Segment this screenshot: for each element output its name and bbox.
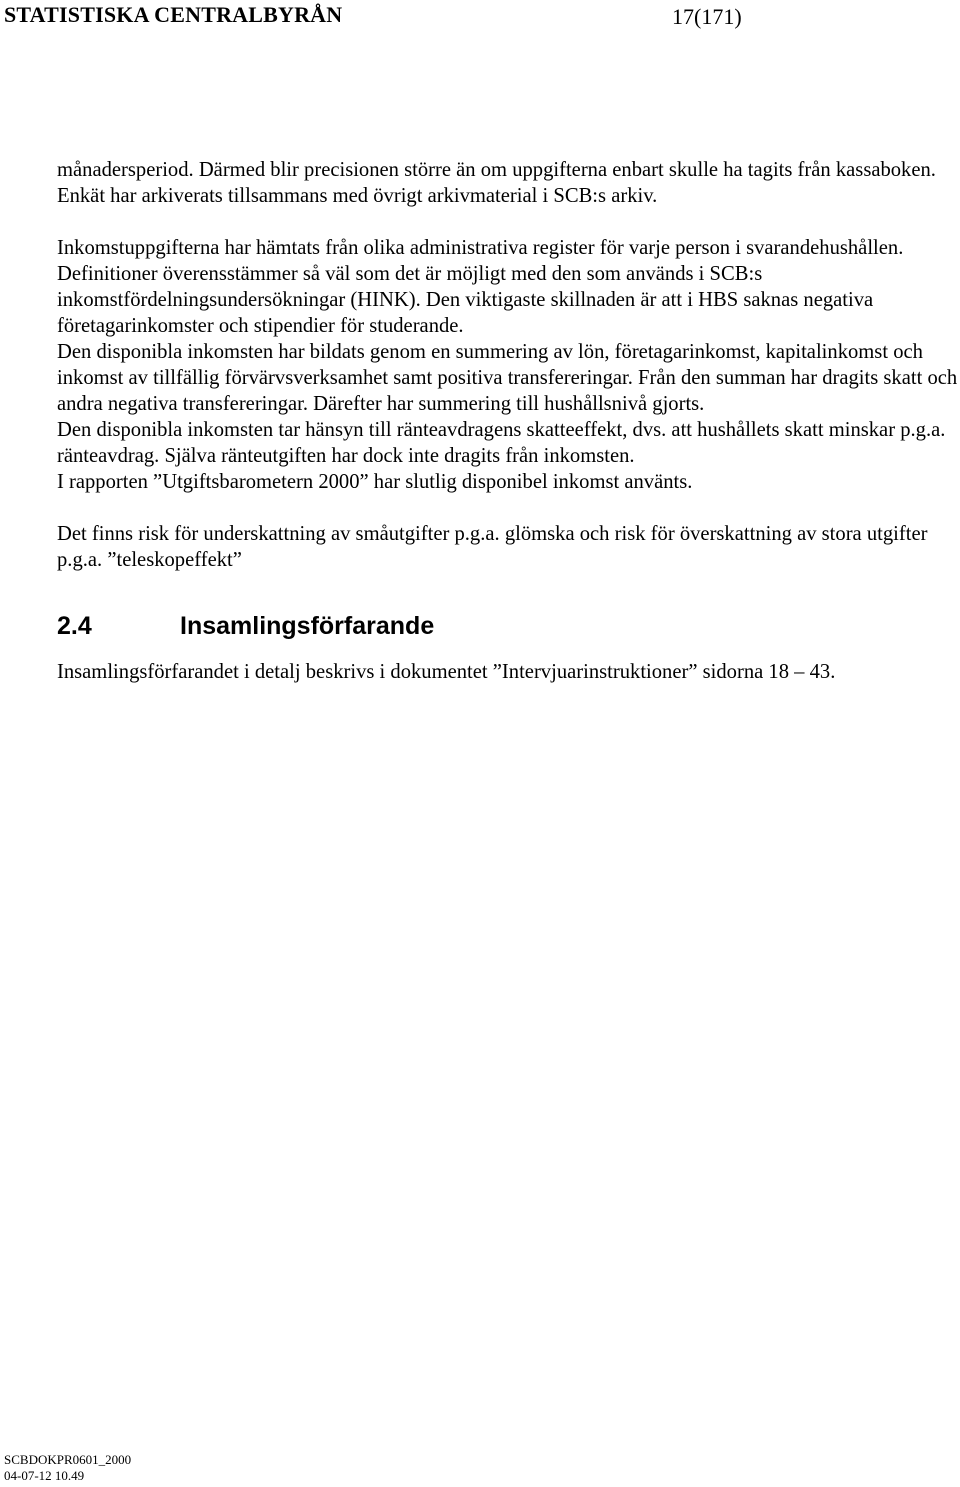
footer-date: 04-07-12 10.49 [4, 1468, 85, 1483]
section-title: Insamlingsförfarande [180, 612, 435, 640]
paragraph: Det finns risk för underskattning av småutgifter p.g.a. glömska och risk för överskattning av stora utgifter p.g.a. ”teleskopeffekt” [57, 523, 928, 571]
paragraph: Den disponibla inkomsten har bildats genom en summering av lön, företagarinkomst, kapitalinkomst och inkomst av tillfällig förvärvsverksamhet samt positiva transfereringar. Från den summan har dragits skatt och andra negativa transfereringar. Därefter har summering till hushållsnivå gjorts. [57, 341, 958, 415]
section-heading [57, 611, 960, 641]
section-number: 2.4 [57, 612, 92, 640]
paragraph: Enkät har arkiverats tillsammans med övrigt arkivmaterial i SCB:s arkiv. [57, 185, 658, 207]
paragraph: I rapporten ”Utgiftsbarometern 2000” har slutlig disponibel inkomst använts. [57, 471, 693, 493]
section-paragraph: Insamlingsförfarandet i detalj beskrivs i dokumentet ”Intervjuarinstruktioner” sidorna 18 – 43. [57, 661, 836, 683]
document-id: SCBDOKPR0601_2000 [4, 1452, 132, 1467]
page-number: 17(171) [672, 4, 742, 29]
paragraph: månadersperiod. Därmed blir precisionen större än om uppgifterna enbart skulle ha tagits från kassaboken. [57, 159, 936, 181]
organization-name: STATISTISKA CENTRALBYRÅN [4, 2, 343, 27]
document-body [57, 157, 960, 685]
page-footer [4, 1452, 131, 1484]
paragraph: Inkomstuppgifterna har hämtats från olika administrativa register för varje person i svarandehushållen. Definitioner överensstämmer så väl som det är möjligt med den som används i SCB:s inkomstfördelningsundersökningar (HINK). Den viktigaste skillnaden är att i HBS saknas negativa företagarinkomster och stipendier för studerande. [57, 237, 904, 337]
paragraph: Den disponibla inkomsten tar hänsyn till ränteavdragens skatteeffekt, dvs. att hushållets skatt minskar p.g.a. ränteavdrag. Själva ränteutgiften har dock inte dragits från inkomsten. [57, 419, 946, 467]
